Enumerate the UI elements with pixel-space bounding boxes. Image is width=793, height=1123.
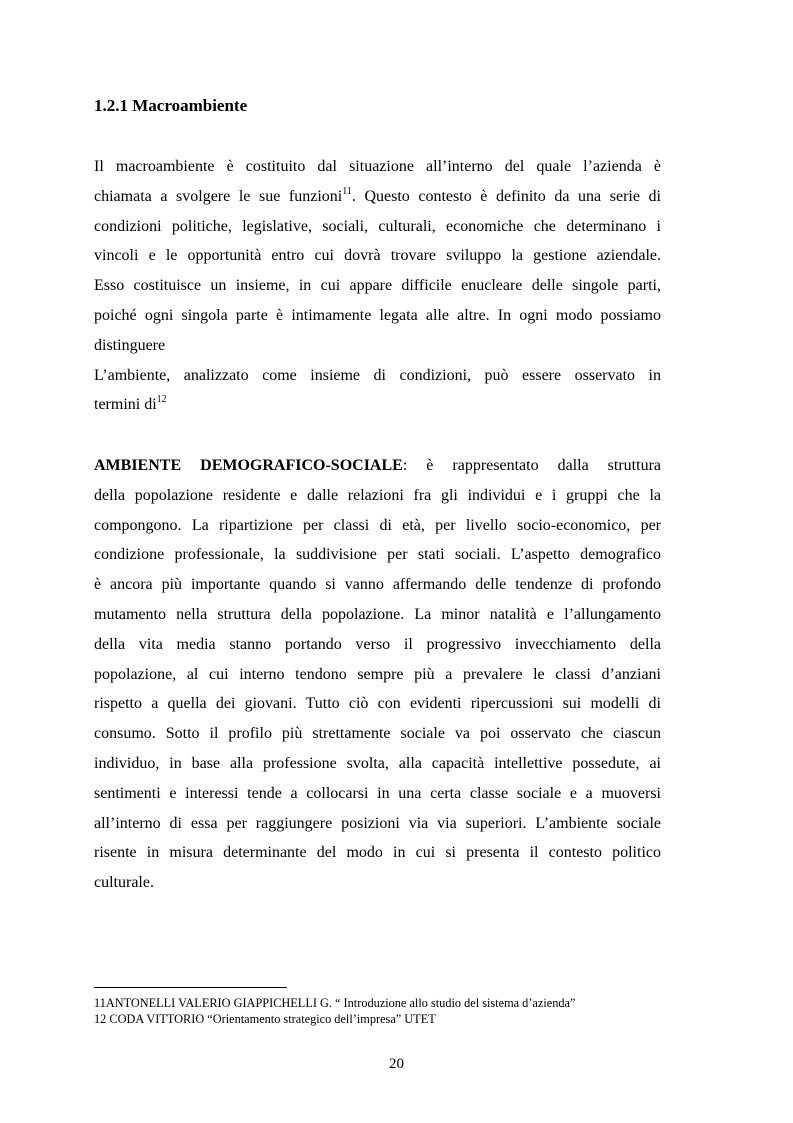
text-line: popolazione, al cui interno tendono sempre più a prevalere le classi d’anziani bbox=[94, 665, 661, 683]
text-line: all’interno di essa per raggiungere posizioni via via superiori. L’ambiente sociale bbox=[94, 814, 661, 832]
footnote-12: 12 CODA VITTORIO “Orientamento strategico dell’impresa” UTET bbox=[94, 1012, 436, 1026]
text-line bbox=[94, 451, 661, 481]
text-line: distinguere bbox=[94, 336, 166, 354]
text-line: Il macroambiente è costituito dal situazione all’interno del quale l’azienda è bbox=[94, 158, 661, 175]
text-line: della popolazione residente e dalle relazioni fra gli individui e i gruppi che la bbox=[94, 486, 661, 504]
page-number: 20 bbox=[389, 1056, 404, 1072]
text-line bbox=[94, 182, 661, 212]
footnote-11: 11ANTONELLI VALERIO GIAPPICHELLI G. “ Introduzione allo studio del sistema d’azienda” bbox=[94, 996, 576, 1010]
footnote-ref-12[interactable]: 12 bbox=[156, 394, 167, 406]
paragraph-ambiente-demografico bbox=[94, 451, 661, 898]
text-line: è ancora più importante quando si vanno affermando delle tendenze di profondo bbox=[94, 576, 661, 594]
text-span: chiamata a svolgere le sue funzioni bbox=[94, 187, 343, 205]
text-line: Esso costituisce un insieme, in cui appare difficile enucleare delle singole parti, bbox=[94, 277, 661, 295]
text-line: risente in misura determinante del modo in cui si presenta il contesto politico bbox=[94, 844, 661, 862]
text-line: condizione professionale, la suddivisione per stati sociali. L’aspetto demografico bbox=[94, 546, 661, 564]
text-line: rispetto a quella dei giovani. Tutto ciò con evidenti ripercussioni sui modelli di bbox=[94, 695, 661, 713]
footnote-separator bbox=[94, 987, 287, 988]
section-heading: 1.2.1 Macroambiente bbox=[94, 96, 248, 115]
footnote-ref-11[interactable]: 11 bbox=[342, 185, 352, 197]
text-line: vincoli e le opportunità entro cui dovrà trovare sviluppo la gestione aziendale. bbox=[94, 247, 661, 265]
text-line: culturale. bbox=[94, 874, 154, 892]
text-line: compongono. La ripartizione per classi di età, per livello socio-economico, per bbox=[94, 516, 661, 534]
text-span: : è rappresentato dalla struttura bbox=[402, 457, 662, 474]
text-line: condizioni politiche, legislative, sociali, culturali, economiche che determinano i bbox=[94, 217, 661, 235]
text-line: della vita media stanno portando verso il progressivo invecchiamento della bbox=[94, 635, 661, 653]
text-line: sentimenti e interessi tende a collocarsi in una certa classe sociale e a muoversi bbox=[94, 784, 661, 802]
text-line bbox=[94, 390, 661, 420]
text-line: consumo. Sotto il profilo più strettamente sociale va poi osservato che ciascun bbox=[94, 725, 661, 743]
bold-term: AMBIENTE DEMOGRAFICO-SOCIALE bbox=[94, 457, 403, 474]
text-line: individuo, in base alla professione svolta, alla capacità intellettive possedute, ai bbox=[94, 754, 661, 772]
text-line: L’ambiente, analizzato come insieme di condizioni, può essere osservato in bbox=[94, 366, 661, 384]
text-line: poiché ogni singola parte è intimamente legata alle altre. In ogni modo possiamo bbox=[94, 306, 661, 324]
footnotes bbox=[94, 995, 575, 1027]
text-span: . Questo contesto è definito da una serie di bbox=[351, 187, 661, 205]
paragraph-macroambiente bbox=[94, 152, 661, 420]
text-line: mutamento nella struttura della popolazione. La minor natalità e l’allungamento bbox=[94, 605, 661, 623]
text-span: termini di bbox=[94, 396, 157, 414]
